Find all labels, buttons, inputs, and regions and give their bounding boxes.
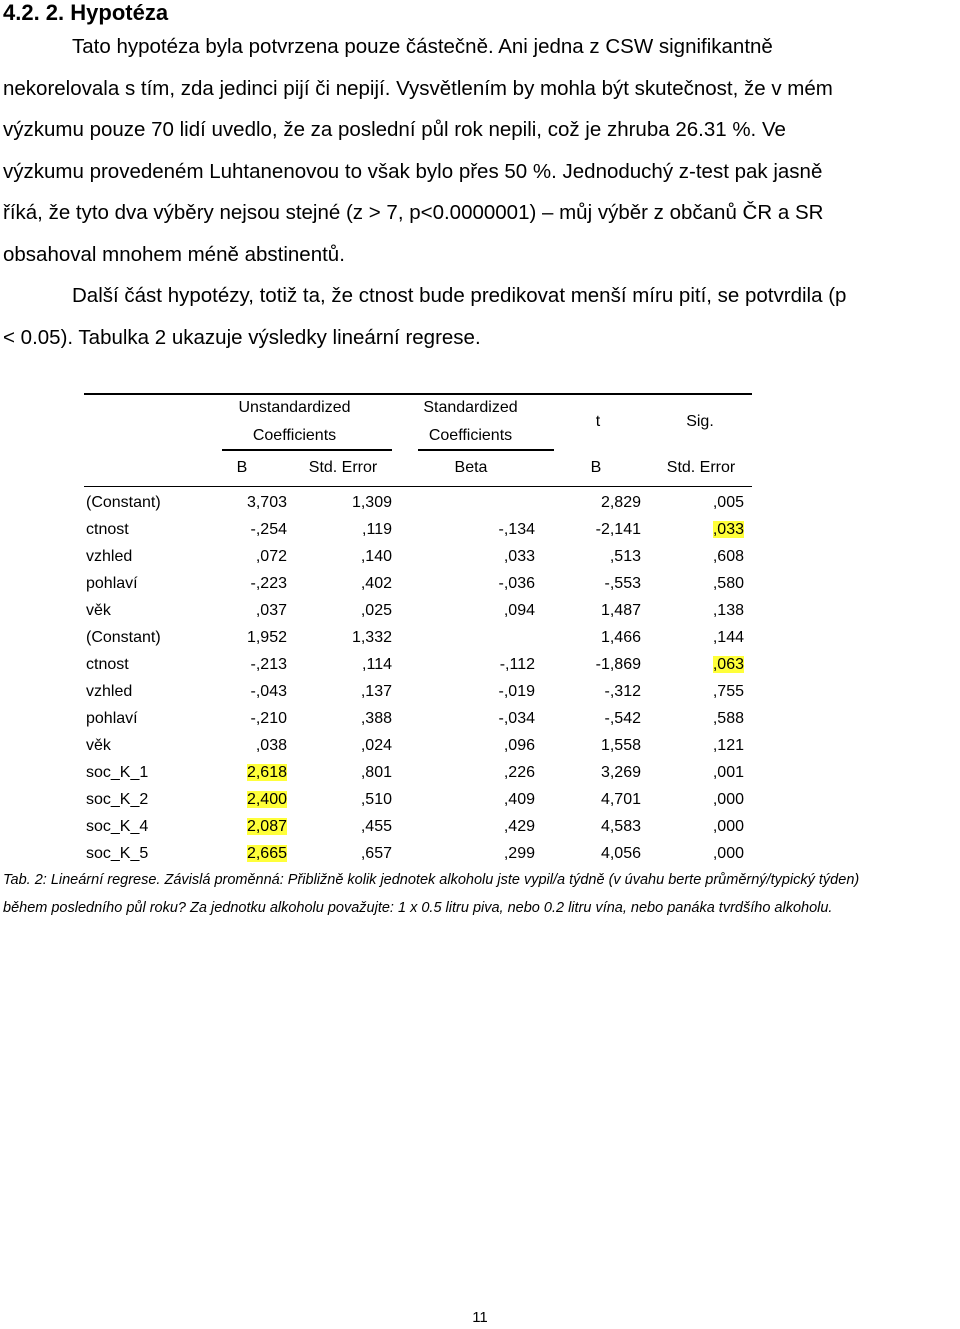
cell-text: -,312 [604,683,641,700]
t-value [535,678,641,705]
row-label [84,651,224,678]
t-value [535,840,641,867]
table-row [84,570,744,597]
cell-text: ,037 [255,602,287,619]
cell-text: 4,701 [600,791,641,808]
beta-value [392,543,535,570]
b-value [224,624,287,651]
cell-text: ,801 [360,764,392,781]
t-value [535,570,641,597]
cell-text: -,210 [250,710,287,727]
paragraph-line: Tato hypotéza byla potvrzena pouze částečně. Ani jedna z CSW signifikantně [72,35,773,58]
cell-text: ,001 [712,764,744,781]
std-error-value [287,516,392,543]
cell-text: 2,087 [246,818,287,835]
std-error-value [287,678,392,705]
cell-text: 2,665 [246,845,287,862]
table-row [84,840,744,867]
cell-text: ,402 [360,575,392,592]
beta-value [392,786,535,813]
beta-value [392,624,535,651]
t-value [535,786,641,813]
header-sig: Sig. [686,413,714,430]
paragraph-line: Další část hypotézy, totiž ta, že ctnost bude predikovat menší míru pití, se potvrdila (p [72,284,847,307]
cell-text: (Constant) [86,494,161,511]
cell-text: 1,309 [351,494,392,511]
header-unstandardized: Unstandardized [238,399,351,416]
cell-text: ,409 [503,791,535,808]
cell-text: ,608 [712,548,744,565]
beta-value [392,705,535,732]
sig-value [641,813,744,840]
b-value [224,489,287,516]
row-label [84,732,224,759]
cell-text: 1,558 [600,737,641,754]
table-row [84,489,744,516]
header-std-error: Std. Error [308,459,378,476]
row-label [84,678,224,705]
cell-text: ,025 [360,602,392,619]
std-error-value [287,624,392,651]
cell-text: ,137 [360,683,392,700]
beta-value [392,678,535,705]
cell-text: ,455 [360,818,392,835]
cell-text: soc_K_1 [86,764,149,781]
row-label [84,624,224,651]
sig-value [641,516,744,543]
table-row [84,678,744,705]
std-error-value [287,570,392,597]
row-label [84,786,224,813]
cell-text: ,299 [503,845,535,862]
table-row [84,732,744,759]
paragraph-line: výzkumu provedeném Luhtanenovou to však bylo přes 50 %. Jednoduchý z-test pak jasně [3,159,823,183]
cell-text: 2,618 [246,764,287,781]
paragraph-1 [3,26,960,275]
cell-text: ,657 [360,845,392,862]
std-error-value [287,597,392,624]
cell-text: 4,056 [600,845,641,862]
cell-text: 1,466 [600,629,641,646]
cell-text: -,254 [250,521,287,538]
std-error-value [287,759,392,786]
cell-text: ,138 [712,602,744,619]
cell-text: ,000 [712,818,744,835]
header-rule [418,449,554,451]
table-header-rule [84,486,752,487]
sig-value [641,624,744,651]
std-error-value [287,786,392,813]
cell-text: ,119 [362,521,392,538]
t-value [535,489,641,516]
row-label [84,570,224,597]
t-value [535,516,641,543]
b-value [224,570,287,597]
table-row [84,516,744,543]
cell-text: ,429 [503,818,535,835]
cell-text: ,033 [712,521,744,538]
beta-value [392,732,535,759]
cell-text: ,588 [712,710,744,727]
cell-text: (Constant) [86,629,161,646]
cell-text: 2,829 [600,494,641,511]
header-standardized: Standardized [423,399,518,416]
table-row [84,624,744,651]
cell-text: ,096 [503,737,535,754]
sig-value [641,840,744,867]
std-error-value [287,840,392,867]
cell-text: -,043 [250,683,287,700]
cell-text: 1,952 [246,629,287,646]
beta-value [392,651,535,678]
cell-text: -,542 [604,710,641,727]
cell-text: vzhled [86,548,133,565]
header-std-error-2: Std. Error [666,459,736,476]
sig-value [641,732,744,759]
sig-value [641,759,744,786]
cell-text: ,226 [503,764,535,781]
row-label [84,759,224,786]
table-row [84,597,744,624]
row-label [84,813,224,840]
paragraph-line: výzkumu pouze 70 lidí uvedlo, že za poslední půl rok nepili, což je zhruba 26.31 %. Ve [3,118,786,141]
table-body [84,489,744,867]
cell-text: -1,869 [595,656,641,673]
std-error-value [287,732,392,759]
header-b: B [236,459,248,476]
cell-text: ,510 [360,791,392,808]
b-value [224,813,287,840]
header-standardized-coefficients: Coefficients [428,427,513,444]
beta-value [392,597,535,624]
t-value [535,651,641,678]
sig-value [641,651,744,678]
cell-text: ,094 [503,602,535,619]
cell-text: soc_K_4 [86,818,149,835]
b-value [224,786,287,813]
t-value [535,732,641,759]
cell-text: ,005 [712,494,744,511]
beta-value [392,570,535,597]
cell-text: ,140 [360,548,392,565]
cell-text: -,112 [499,656,535,673]
cell-text: ,580 [712,575,744,592]
paragraph-line: nekorelovala s tím, zda jedinci pijí či nepijí. Vysvětlením by mohla být skutečnost, že v mém [3,76,833,100]
t-value [535,543,641,570]
b-value [224,840,287,867]
section-heading: 4.2. 2. Hypotéza [3,0,169,25]
cell-text: 3,269 [600,764,641,781]
cell-text: ,024 [360,737,392,754]
cell-text: 1,487 [600,602,641,619]
sig-value [641,705,744,732]
cell-text: -,553 [604,575,641,592]
cell-text: ,000 [712,845,744,862]
t-value [535,624,641,651]
header-rule [222,449,392,451]
cell-text: vzhled [86,683,133,700]
sig-value [641,570,744,597]
table-row [84,543,744,570]
cell-text: ,755 [712,683,744,700]
caption-line: během posledního půl roku? Za jednotku alkoholu považujte: 1 x 0.5 litru piva, nebo 0.2 litru vína, nebo panáka tvrdšího alkoholu. [3,900,833,916]
cell-text: ctnost [86,521,129,538]
cell-text: 1,332 [351,629,392,646]
cell-text: ,033 [503,548,535,565]
row-label [84,543,224,570]
table-caption [3,866,958,922]
table-row [84,651,744,678]
b-value [224,705,287,732]
beta-value [392,516,535,543]
cell-text: ,038 [255,737,287,754]
cell-text: ,114 [362,656,392,673]
sig-value [641,786,744,813]
cell-text: ,388 [360,710,392,727]
cell-text: ctnost [86,656,129,673]
row-label [84,597,224,624]
cell-text: 3,703 [246,494,287,511]
page-number: 11 [472,1309,488,1326]
std-error-value [287,489,392,516]
cell-text: -,019 [498,683,535,700]
b-value [224,516,287,543]
beta-value [392,813,535,840]
std-error-value [287,543,392,570]
beta-value [392,759,535,786]
cell-text: pohlaví [86,710,138,727]
cell-text: ,063 [712,656,744,673]
sig-value [641,678,744,705]
table-row [84,759,744,786]
beta-value [392,489,535,516]
cell-text: -,134 [498,521,535,538]
sig-value [641,597,744,624]
b-value [224,759,287,786]
beta-value [392,840,535,867]
b-value [224,732,287,759]
paragraph-line: obsahoval mnohem méně abstinentů. [3,242,345,266]
table-row [84,705,744,732]
cell-text: -,034 [498,710,535,727]
cell-text: 2,400 [246,791,287,808]
t-value [535,759,641,786]
cell-text: ,072 [255,548,287,565]
header-t: t [595,413,601,430]
sig-value [641,543,744,570]
header-unstandardized-coefficients: Coefficients [252,427,337,444]
row-label [84,705,224,732]
b-value [224,597,287,624]
cell-text: ,513 [609,548,641,565]
paragraph-line: < 0.05). Tabulka 2 ukazuje výsledky lineární regrese. [3,325,481,349]
header-beta: Beta [454,459,488,476]
header-b-2: B [590,459,602,476]
b-value [224,543,287,570]
paragraph-2 [3,275,960,358]
row-label [84,516,224,543]
caption-line: Tab. 2: Lineární regrese. Závislá proměnná: Přibližně kolik jednotek alkoholu jste vypil/a týdně (v úvahu berte průměrný/typický týden) [3,872,860,888]
cell-text: soc_K_2 [86,791,149,808]
cell-text: ,144 [712,629,744,646]
cell-text: 4,583 [600,818,641,835]
cell-text: -,213 [250,656,287,673]
cell-text: ,121 [712,737,744,754]
row-label [84,489,224,516]
sig-value [641,489,744,516]
t-value [535,597,641,624]
b-value [224,651,287,678]
cell-text: pohlaví [86,575,138,592]
cell-text: ,000 [712,791,744,808]
cell-text: věk [86,602,111,619]
cell-text: -2,141 [595,521,641,538]
cell-text: věk [86,737,111,754]
std-error-value [287,813,392,840]
std-error-value [287,651,392,678]
table-row [84,813,744,840]
b-value [224,678,287,705]
t-value [535,705,641,732]
std-error-value [287,705,392,732]
cell-text: -,036 [498,575,535,592]
t-value [535,813,641,840]
row-label [84,840,224,867]
table-row [84,786,744,813]
cell-text: -,223 [250,575,287,592]
paragraph-line: říká, že tyto dva výběry nejsou stejné (z > 7, p<0.0000001) – můj výběr z občanů ČR a SR [3,201,824,224]
cell-text: soc_K_5 [86,845,149,862]
